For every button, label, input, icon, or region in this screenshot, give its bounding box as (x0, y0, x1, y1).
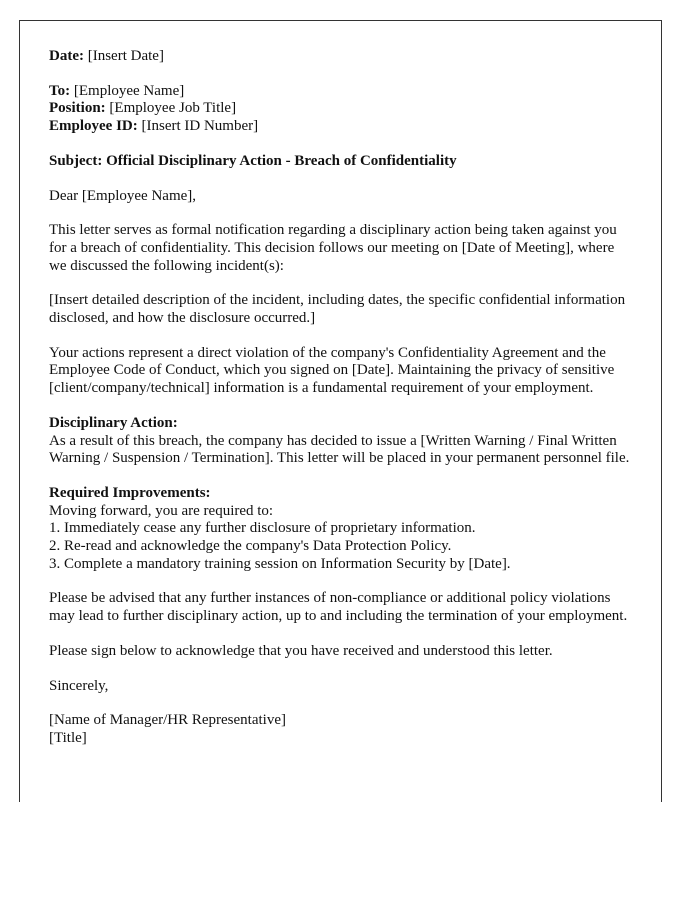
improvements-section (49, 485, 632, 574)
signature-title: [Title] (49, 729, 87, 746)
employee-id-value: [Insert ID Number] (141, 118, 259, 135)
to-label: To: (49, 82, 71, 99)
date-line (49, 48, 632, 66)
intro-paragraph: This letter serves as formal notification regarding a disciplinary action being taken against you for a breach of confidentiality. This decision follows our meeting on [Date of Meeting], where we discussed the following incident(s): (49, 222, 617, 274)
list-item: 1. Immediately cease any further disclosure of proprietary information. (49, 520, 476, 537)
letter-document (19, 20, 662, 802)
disciplinary-text: As a result of this breach, the company has decided to issue a [Written Warning / Final Written Warning / Suspension / Termination]. This letter will be placed in your permanent personnel file. (49, 432, 630, 467)
salutation: Dear [Employee Name], (49, 187, 197, 204)
date-value: [Insert Date] (87, 48, 164, 64)
date-label: Date: (49, 48, 84, 64)
employee-id-label: Employee ID: (49, 118, 138, 135)
position-value: [Employee Job Title] (109, 100, 237, 117)
improvements-heading: Required Improvements: (49, 484, 211, 501)
violation-paragraph: Your actions represent a direct violation of the company's Confidentiality Agreement and the Employee Code of Conduct, which you signed on [Date]. Maintaining the privacy of sensitive [client/company/technical] information is a fundamental requirement of your employment. (49, 344, 615, 397)
position-label: Position: (49, 100, 106, 117)
warning-paragraph: Please be advised that any further instances of non-compliance or additional policy violations may lead to further disciplinary action, up to and including the termination of your employment. (49, 590, 628, 625)
improvements-intro: Moving forward, you are required to: (49, 502, 274, 519)
list-item: 2. Re-read and acknowledge the company's Data Protection Policy. (49, 538, 452, 555)
disciplinary-section (49, 415, 632, 468)
incident-description: [Insert detailed description of the incident, including dates, the specific confidential information disclosed, and how the disclosure occurred.] (49, 292, 626, 327)
signature-block (49, 712, 632, 747)
acknowledge-paragraph: Please sign below to acknowledge that you have received and understood this letter. (49, 642, 553, 659)
list-item: 3. Complete a mandatory training session on Information Security by [Date]. (49, 555, 511, 572)
disciplinary-heading: Disciplinary Action: (49, 414, 178, 431)
signature-name: [Name of Manager/HR Representative] (49, 712, 286, 729)
to-value: [Employee Name] (73, 82, 185, 99)
closing: Sincerely, (49, 677, 109, 694)
subject-line: Subject: Official Disciplinary Action - Breach of Confidentiality (49, 152, 457, 169)
recipient-block (49, 83, 632, 136)
